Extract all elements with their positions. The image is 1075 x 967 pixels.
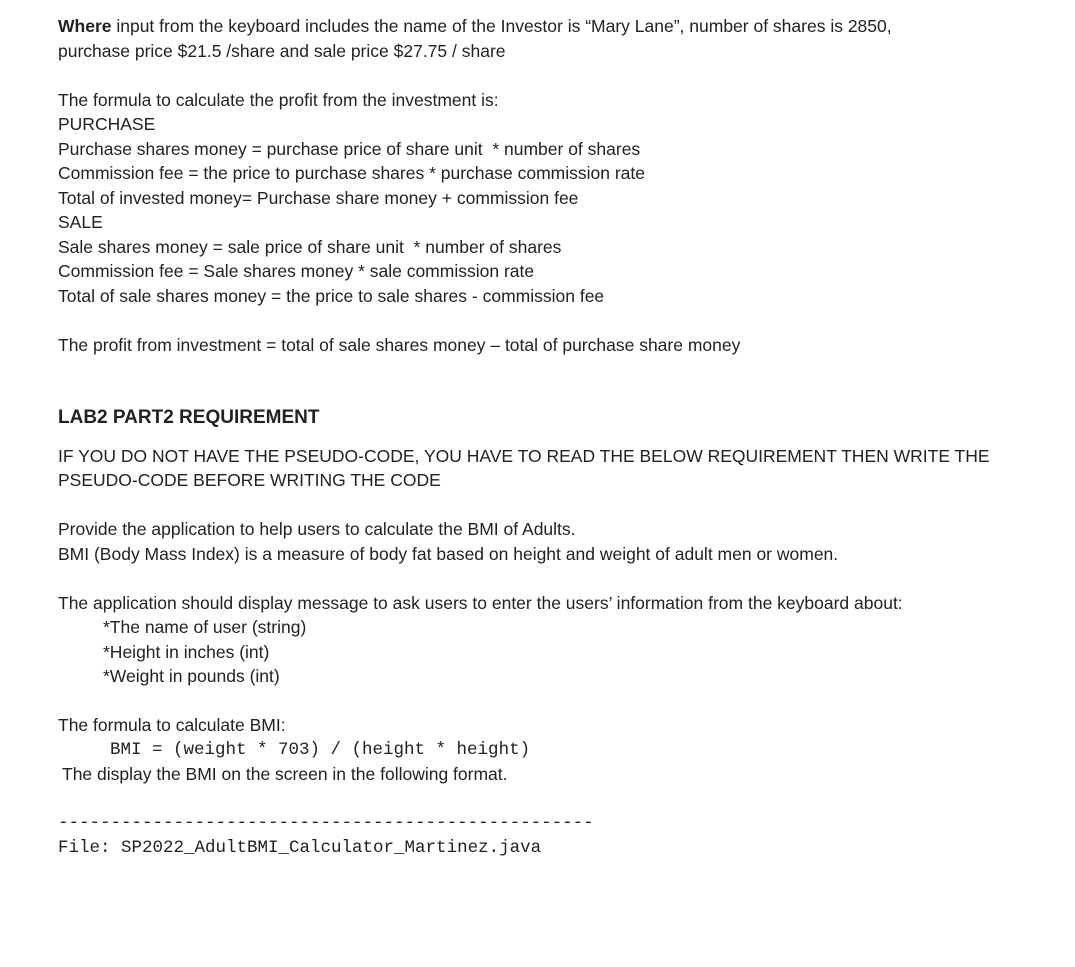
display-format-line: The display the BMI on the screen in the following format. xyxy=(62,764,508,784)
spacer xyxy=(58,493,1058,518)
input-item: *The name of user (string) xyxy=(103,617,307,637)
notice-line-2: PSEUDO-CODE BEFORE WRITING THE CODE xyxy=(58,470,441,490)
input-item: *Weight in pounds (int) xyxy=(103,666,280,686)
file-name-line: File: SP2022_AdultBMI_Calculator_Martinez.java xyxy=(58,837,542,858)
sale-label: SALE xyxy=(58,212,103,232)
spacer xyxy=(58,357,1058,382)
purchase-formula-line: Total of invested money= Purchase share money + commission fee xyxy=(58,187,579,208)
provide-line: Provide the application to help users to calculate the BMI of Adults. xyxy=(58,519,576,539)
spacer xyxy=(58,689,1058,714)
bmi-formula-intro: The formula to calculate BMI: xyxy=(58,715,286,735)
formula-intro: The formula to calculate the profit from the investment is: xyxy=(58,89,499,110)
intro-line-2: purchase price $21.5 /share and sale price $27.75 / share xyxy=(58,40,506,61)
spacer xyxy=(58,566,1058,591)
intro-line-1 xyxy=(58,14,1058,39)
purchase-formula-line: Purchase shares money = purchase price of share unit * number of shares xyxy=(58,138,641,159)
notice-line-1: IF YOU DO NOT HAVE THE PSEUDO-CODE, YOU HAVE TO READ THE BELOW REQUIREMENT THEN WRITE THE xyxy=(58,445,990,466)
bmi-definition: BMI (Body Mass Index) is a measure of body fat based on height and weight of adult men or women. xyxy=(58,543,839,564)
input-item: *Height in inches (int) xyxy=(103,641,270,662)
spacer xyxy=(58,787,1058,812)
intro-bold-word: Where xyxy=(58,16,112,36)
profit-formula: The profit from investment = total of sale shares money – total of purchase share money xyxy=(58,334,741,355)
dash-separator: --------------------------------------------------- xyxy=(58,813,594,833)
sale-formula-line: Commission fee = Sale shares money * sale commission rate xyxy=(58,261,535,281)
sale-formula-line: Total of sale shares money = the price to sale shares - commission fee xyxy=(58,285,605,306)
spacer xyxy=(58,63,1058,88)
sale-formula-line: Sale shares money = sale price of share unit * number of shares xyxy=(58,236,562,257)
spacer xyxy=(58,382,1058,407)
section-heading: LAB2 PART2 REQUIREMENT xyxy=(58,407,320,428)
spacer xyxy=(58,431,1058,444)
spacer xyxy=(58,308,1058,333)
document-page xyxy=(58,14,1058,860)
purchase-label: PURCHASE xyxy=(58,114,156,134)
bmi-formula-code: BMI = (weight * 703) / (height * height) xyxy=(110,739,531,760)
intro-line-1-text: input from the keyboard includes the name of the Investor is “Mary Lane”, number of shares is 2850, xyxy=(111,16,892,36)
display-message-line: The application should display message to ask users to enter the users’ information from the keyboard about: xyxy=(58,592,903,613)
purchase-formula-line: Commission fee = the price to purchase shares * purchase commission rate xyxy=(58,163,646,183)
